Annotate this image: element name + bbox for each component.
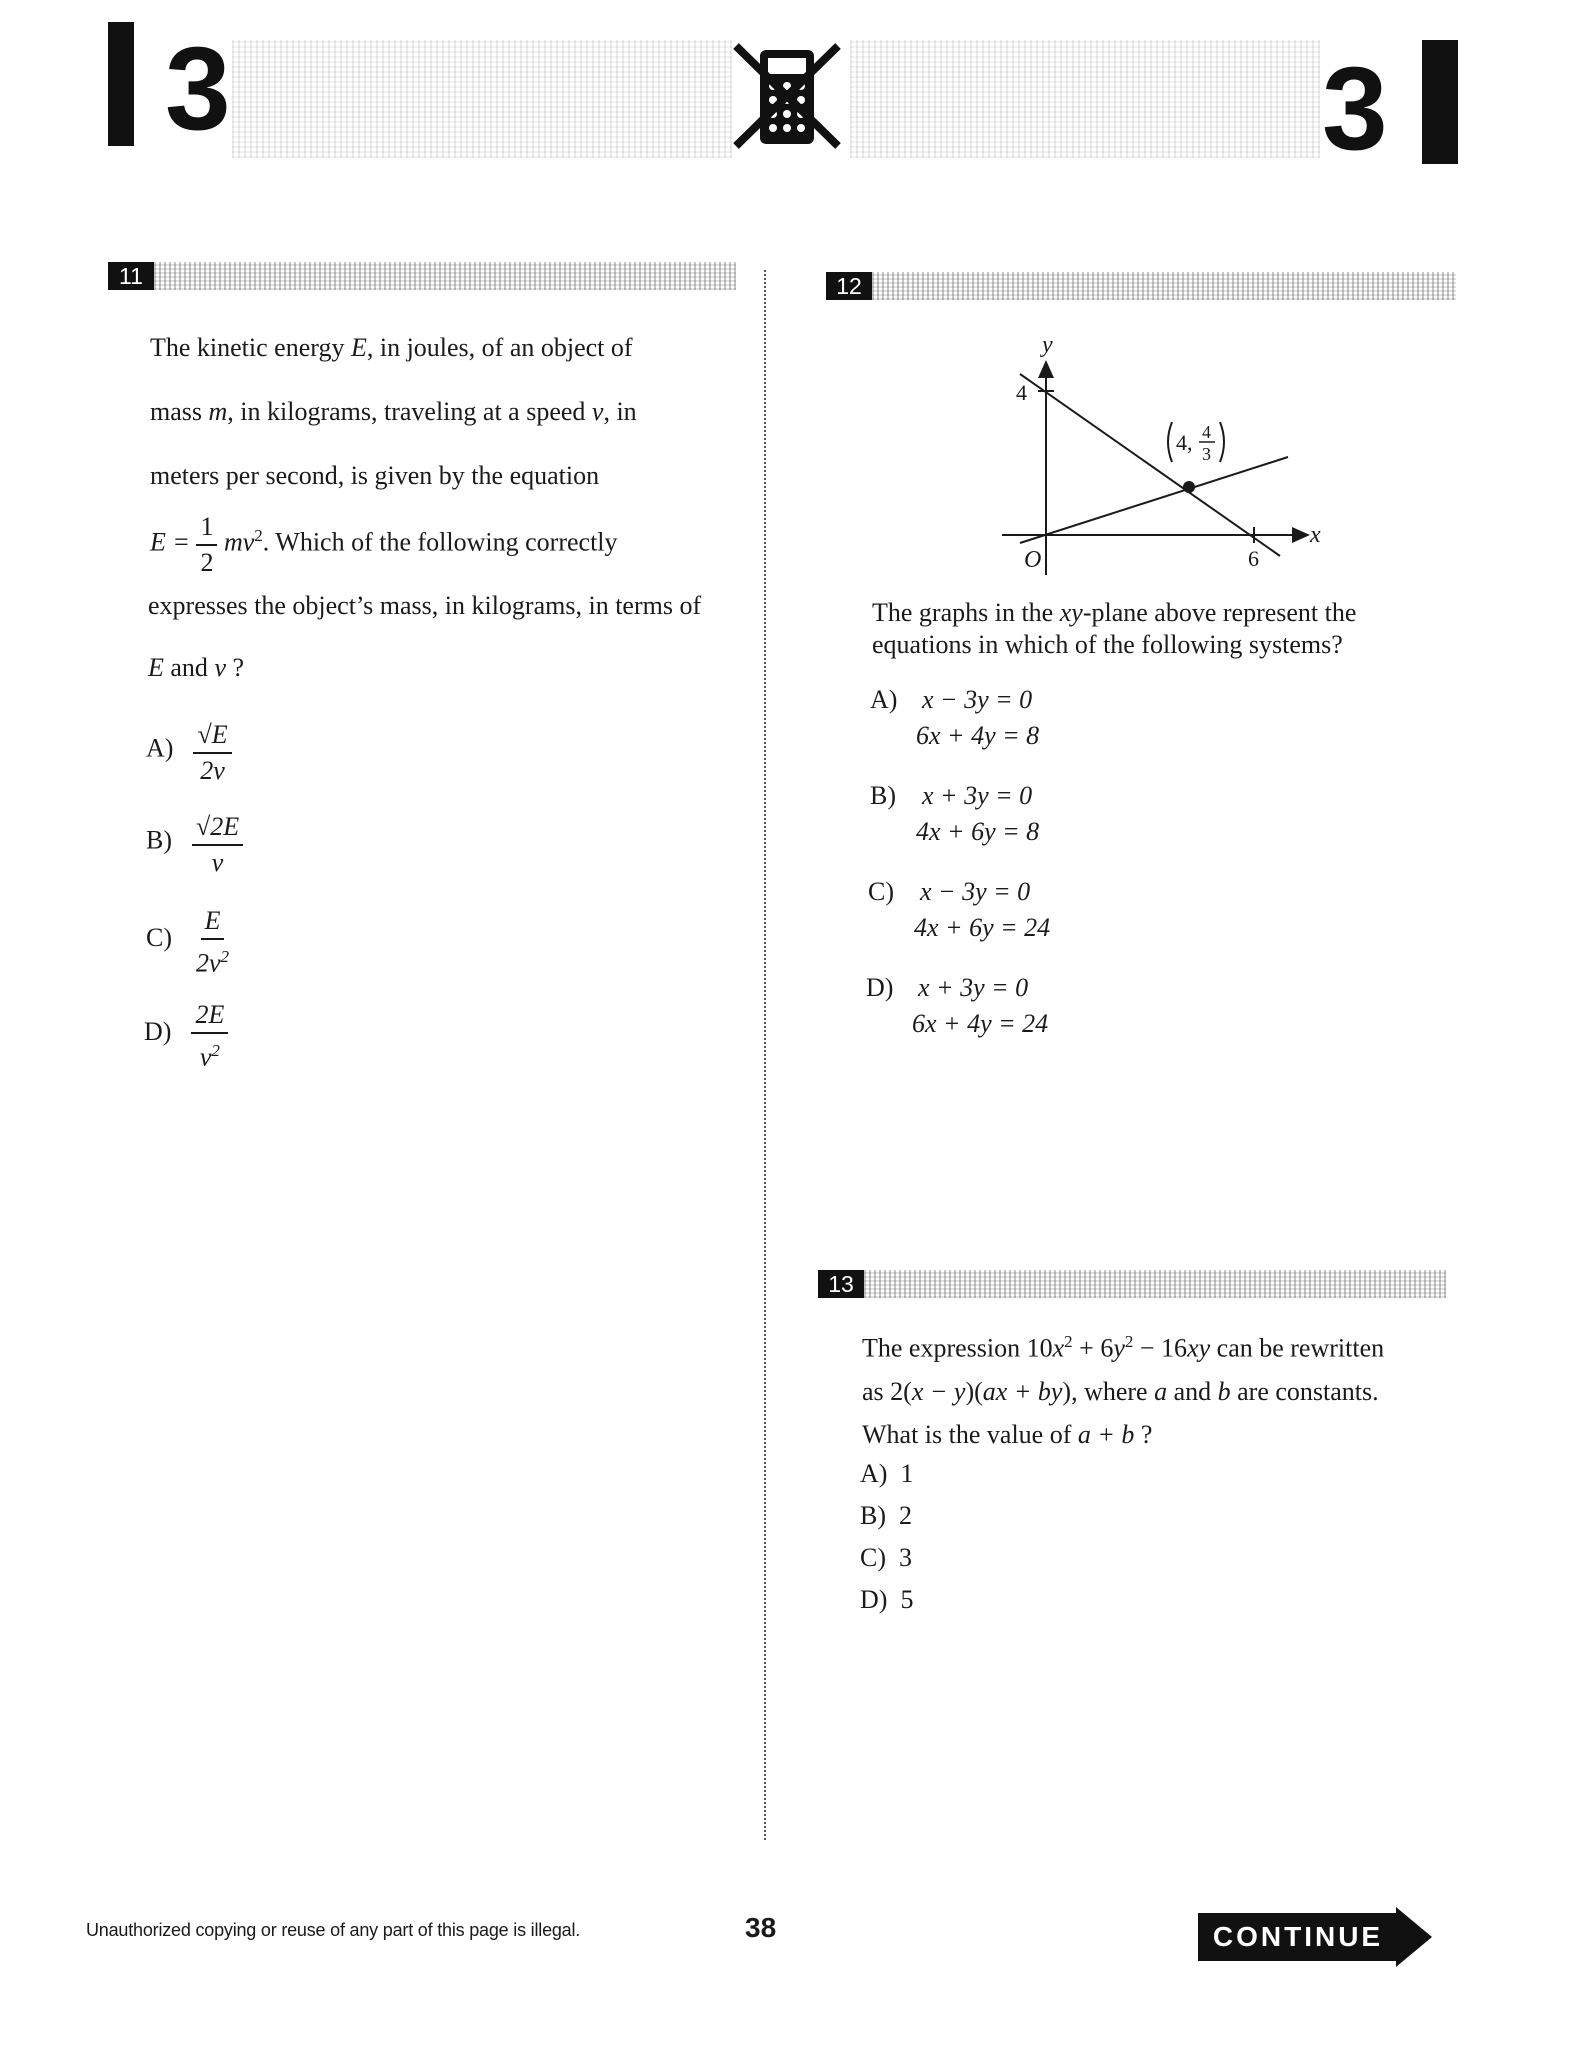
y-axis-label: y xyxy=(1042,332,1053,358)
line-through-origin xyxy=(1020,457,1288,543)
svg-text:3: 3 xyxy=(1202,444,1211,464)
svg-text:4,: 4, xyxy=(1176,430,1193,455)
line-through-intercepts xyxy=(1020,374,1280,556)
q12-choice-a[interactable]: A) x − 3y = 0 6x + 4y = 8 xyxy=(870,685,1040,750)
q13-choice-c[interactable]: C) 3 xyxy=(860,1543,912,1572)
q13-prompt: The expression $10x^2 + 6y^2 - 16xy$ can be rewritten as 2(x − y)(ax + by), where a and b are constants. What is the value of a + b ? xyxy=(862,1332,1385,1449)
q13-choice-a[interactable]: A) 1 xyxy=(860,1459,914,1488)
x-axis-label: x xyxy=(1310,522,1321,548)
q13-choice-d[interactable]: D) 5 xyxy=(860,1585,914,1614)
x-intercept-label: 6 xyxy=(1248,546,1259,571)
question-number: 12 xyxy=(826,272,872,300)
header-stripe xyxy=(872,272,1456,300)
intersection-point xyxy=(1183,481,1195,493)
header-stripe xyxy=(864,1270,1446,1298)
arrow-right-icon xyxy=(1396,1907,1432,1967)
question-number: 11 xyxy=(108,262,154,290)
page-number: 38 xyxy=(745,1912,777,1943)
q11-choice-d[interactable]: D) $\frac{2E}{v^2}$ xyxy=(144,1000,228,1073)
header-band-left xyxy=(232,40,732,158)
q11-line-5: expresses the object’s mass, in kilograms, in terms of xyxy=(148,591,702,620)
continue-label: CONTINUE xyxy=(1198,1913,1398,1961)
section-number-right: 3 xyxy=(1322,43,1388,175)
q11-line-1: The kinetic energy E, in joules, of an object of xyxy=(150,333,633,362)
q12-prompt: The graphs in the xy-plane above represent the equations in which of the following systems? xyxy=(872,598,1357,659)
copyright-notice: Unauthorized copying or reuse of any part of this page is illegal. xyxy=(86,1920,581,1940)
continue-button[interactable] xyxy=(1198,1913,1398,1961)
q11-choice-b[interactable]: B) $\frac{√2E}{v}$ xyxy=(146,812,243,878)
section-bar-left xyxy=(108,22,134,146)
one-half-fraction: $\frac{1}{2}$ xyxy=(196,512,217,578)
q12-choice-c[interactable]: C) x − 3y = 0 4x + 6y = 24 xyxy=(868,877,1051,942)
q13-choice-b[interactable]: B) 2 xyxy=(860,1501,912,1530)
section-bar-right xyxy=(1422,40,1458,164)
section-number-left: 3 xyxy=(165,23,231,155)
q11-choice-c[interactable]: C) $\frac{E}{2v^2}$ xyxy=(146,906,230,978)
q11-line-2: mass m, in kilograms, traveling at a speed v, in xyxy=(150,397,637,426)
q11-line-3: meters per second, is given by the equation xyxy=(150,461,600,490)
question-12-header xyxy=(826,272,1456,300)
header-stripe xyxy=(154,262,736,290)
svg-text:4: 4 xyxy=(1202,422,1211,442)
y-intercept-label: 4 xyxy=(1016,380,1027,405)
point-label xyxy=(1168,422,1224,464)
q12-graph xyxy=(990,330,1340,590)
q12-choice-d[interactable]: D) x + 3y = 0 6x + 4y = 24 xyxy=(866,973,1049,1038)
origin-label: O xyxy=(1024,547,1042,573)
q11-line-6: E and v ? xyxy=(148,653,245,682)
column-divider xyxy=(764,270,766,1840)
q12-choice-b[interactable]: B) x + 3y = 0 4x + 6y = 8 xyxy=(870,781,1040,846)
q11-equation-line: E = $\frac{1}{2}$ $mv^2$. Which of the following correctly xyxy=(150,511,618,577)
no-calculator-icon xyxy=(730,40,844,152)
question-number: 13 xyxy=(818,1270,864,1298)
q11-choice-a[interactable]: A) $\frac{√E}{2v}$ xyxy=(146,720,232,786)
question-11-header xyxy=(108,262,736,290)
header-band-right xyxy=(850,40,1320,158)
question-13-header xyxy=(818,1270,1446,1298)
